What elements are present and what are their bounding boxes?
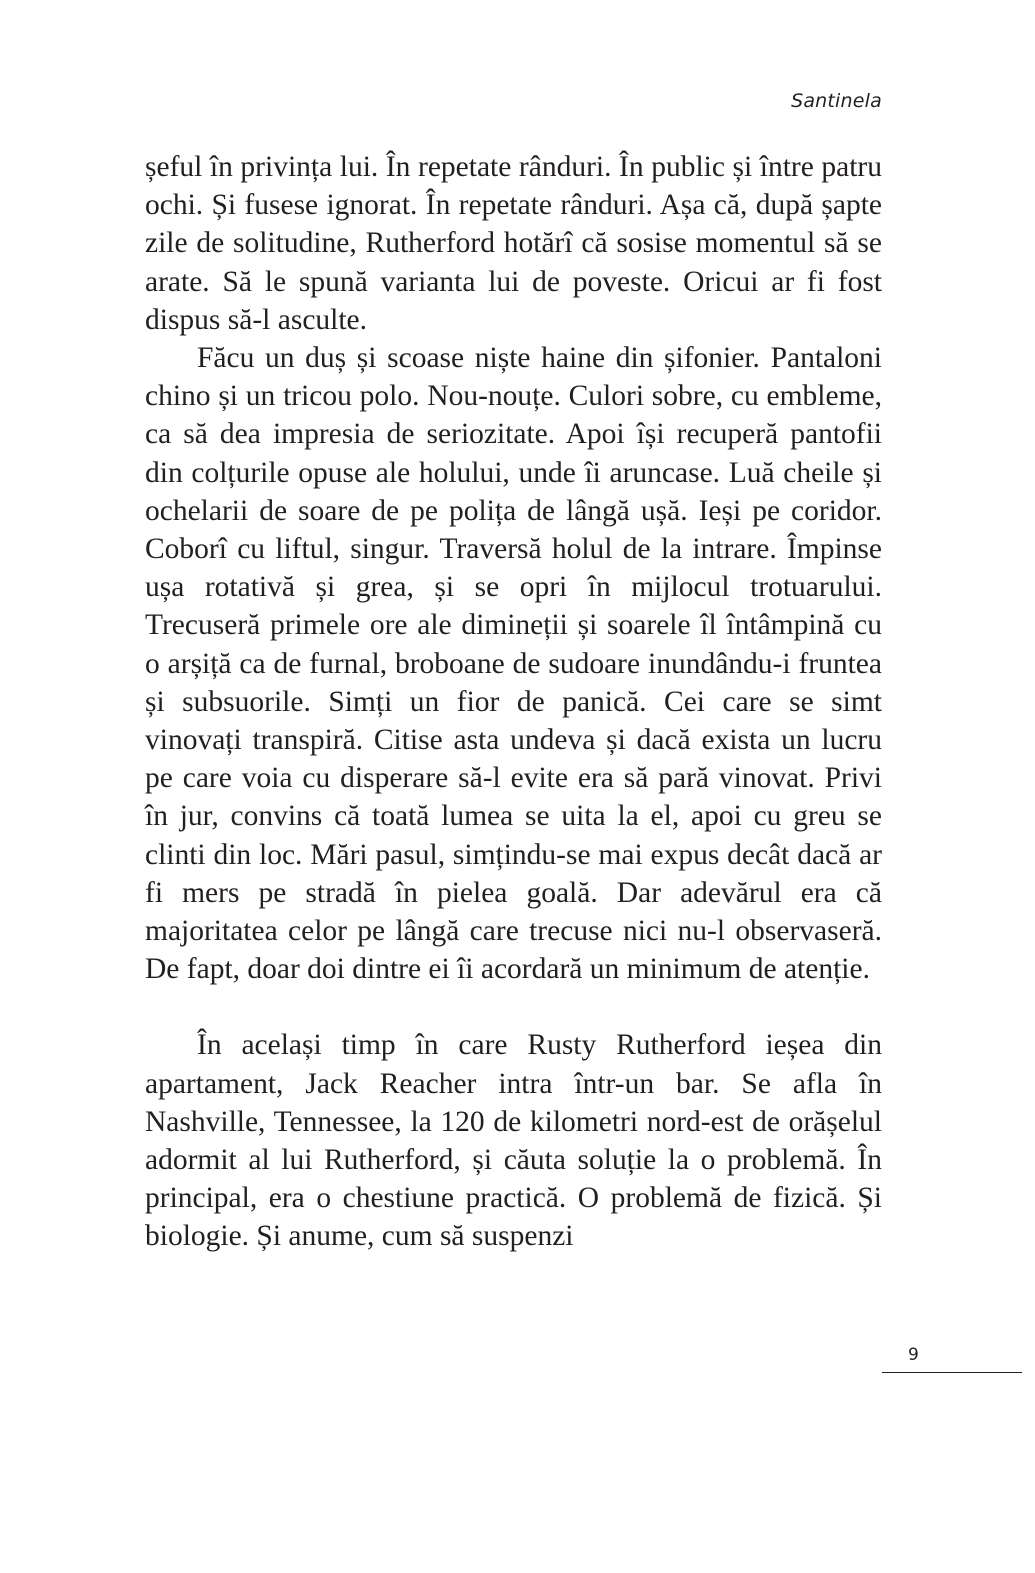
page-number: 9 [908,1345,919,1365]
paragraph-section-start: În același timp în care Rusty Rutherford ieșea din apartament, Jack Reacher intra într-un bar. Se afla în Nashville, Tennessee, la 120 de kilometri nord-est de orășelul adormit al lui Rutherford, și căuta soluție la o problemă. În principal, era o chestiune practică. O problemă de fizică. Și biologie. Și anume, cum să suspenzi [145,1029,882,1253]
page-number-rule [882,1372,1022,1373]
body-text [145,148,882,1256]
running-head: Santinela [791,90,882,112]
paragraph-continued: șeful în privința lui. În repetate rânduri. În public și între patru ochi. Și fusese ignorat. În repetate rânduri. Așa că, după șapte zile de solitudine, Rutherford hotărî că sosise momentul să se arate. Să le spună varianta lui de poveste. Oricui ar fi fost dispus să-l asculte. [145,151,882,336]
paragraph: Făcu un duș și scoase niște haine din șifonier. Pantaloni chino și un tricou polo. Nou-nouțe. Culori sobre, cu embleme, ca să dea impresia de seriozitate. Apoi își recuperă pantofii din colțurile opuse ale holului, unde îi aruncase. Luă cheile și ochelarii de soare de pe polița de lângă ușă. Ieși pe coridor. Coborî cu liftul, singur. Traversă holul de la intrare. Împinse ușa rotativă și grea, și se opri în mijlocul trotuarului. Trecuseră primele ore ale dimineții și soarele îl întâmpină cu o arșiță ca de furnal, broboane de sudoare inundându-i fruntea și subsuorile. Simți un fior de panică. Cei care se simt vinovați transpiră. Citise asta undeva și dacă exista un lucru pe care voia cu disperare să-l evite era să pară vinovat. Privi în jur, convins că toată lumea se uita la el, apoi cu greu se clinti din loc. Mări pasul, simțindu-se mai expus decât dacă ar fi mers pe stradă în pielea goală. Dar adevărul era că majoritatea celor pe lângă care trecuse nici nu-l observaseră. De fapt, doar doi dintre ei îi acordară un minimum de atenție. [145,342,882,986]
